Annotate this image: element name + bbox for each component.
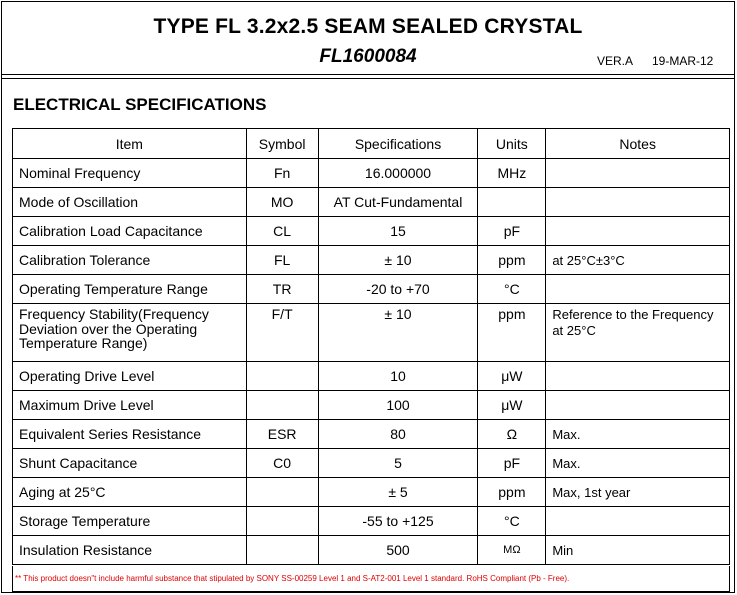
cell-unit: MHz [478, 159, 546, 188]
cell-symbol: CL [246, 217, 318, 246]
cell-symbol: TR [246, 275, 318, 304]
table-row [13, 536, 730, 565]
table-row [13, 478, 730, 507]
cell-item: Calibration Load Capacitance [13, 217, 247, 246]
table-row [13, 275, 730, 304]
cell-unit: °C [478, 275, 546, 304]
cell-note: Max. [546, 420, 730, 449]
cell-specification: ± 5 [318, 478, 478, 507]
cell-note: Min [546, 536, 730, 565]
cell-specification: 500 [318, 536, 478, 565]
cell-unit: MΩ [478, 536, 546, 565]
cell-unit: pF [478, 217, 546, 246]
cell-note [546, 362, 730, 391]
table-row [13, 217, 730, 246]
cell-item: Mode of Oscillation [13, 188, 247, 217]
table-row [13, 391, 730, 420]
cell-note: Max, 1st year [546, 478, 730, 507]
cell-specification: 16.000000 [318, 159, 478, 188]
cell-item: Equivalent Series Resistance [13, 420, 247, 449]
cell-unit: Ω [478, 420, 546, 449]
cell-symbol: C0 [246, 449, 318, 478]
column-header-specifications: Specifications [318, 129, 478, 159]
cell-unit: pF [478, 449, 546, 478]
column-header-notes: Notes [546, 129, 730, 159]
cell-unit: μW [478, 391, 546, 420]
cell-note [546, 188, 730, 217]
cell-note [546, 275, 730, 304]
version-label: VER.A [597, 54, 634, 68]
cell-unit: μW [478, 362, 546, 391]
cell-item: Frequency Stability(Frequency Deviation over the Operating Temperature Range) [13, 304, 247, 362]
document-header [1, 1, 735, 74]
cell-symbol [246, 391, 318, 420]
table-row [13, 507, 730, 536]
cell-note: at 25°C±3°C [546, 246, 730, 275]
cell-item: Calibration Tolerance [13, 246, 247, 275]
cell-unit [478, 188, 546, 217]
part-number: FL1600084 [319, 46, 417, 67]
cell-symbol: MO [246, 188, 318, 217]
cell-unit: ppm [478, 246, 546, 275]
cell-specification: 5 [318, 449, 478, 478]
cell-note [546, 507, 730, 536]
cell-symbol [246, 362, 318, 391]
cell-symbol [246, 536, 318, 565]
cell-unit: ppm [478, 304, 546, 362]
column-header-item: Item [13, 129, 247, 159]
cell-note: Reference to the Frequency at 25°C [546, 304, 730, 362]
section-title: ELECTRICAL SPECIFICATIONS [13, 95, 267, 114]
cell-item: Operating Temperature Range [13, 275, 247, 304]
cell-item: Shunt Capacitance [13, 449, 247, 478]
table-row [13, 188, 730, 217]
cell-note [546, 217, 730, 246]
cell-note [546, 159, 730, 188]
column-header-units: Units [478, 129, 546, 159]
cell-item: Operating Drive Level [13, 362, 247, 391]
spec-table [12, 128, 730, 565]
cell-note: Max. [546, 449, 730, 478]
cell-symbol: FL [246, 246, 318, 275]
cell-specification: ± 10 [318, 246, 478, 275]
cell-specification: 15 [318, 217, 478, 246]
header-divider [1, 74, 735, 75]
header-divider-double [1, 78, 735, 79]
cell-unit: °C [478, 507, 546, 536]
cell-unit: ppm [478, 478, 546, 507]
table-row [13, 304, 730, 362]
cell-item: Insulation Resistance [13, 536, 247, 565]
cell-item: Aging at 25°C [13, 478, 247, 507]
rohs-footnote: ** This product doesn"t include harmful substance that stipulated by SONY SS-00259 Level 1 and S-AT2-001 Level 1 standard. RoHS Compliant (Pb - Free). [15, 574, 570, 583]
cell-specification: 80 [318, 420, 478, 449]
table-header-row [13, 129, 730, 159]
cell-item: Storage Temperature [13, 507, 247, 536]
revision-date: 19-MAR-12 [652, 54, 714, 68]
document-title: TYPE FL 3.2x2.5 SEAM SEALED CRYSTAL [153, 15, 583, 38]
cell-specification: 100 [318, 391, 478, 420]
cell-symbol: Fn [246, 159, 318, 188]
cell-specification: 10 [318, 362, 478, 391]
table-row [13, 362, 730, 391]
cell-symbol [246, 478, 318, 507]
table-row [13, 420, 730, 449]
cell-symbol [246, 507, 318, 536]
cell-specification: -55 to +125 [318, 507, 478, 536]
cell-symbol: ESR [246, 420, 318, 449]
table-row [13, 246, 730, 275]
cell-item: Maximum Drive Level [13, 391, 247, 420]
cell-note [546, 391, 730, 420]
cell-specification: -20 to +70 [318, 275, 478, 304]
cell-specification: ± 10 [318, 304, 478, 362]
spec-table-body [13, 159, 730, 565]
table-row [13, 449, 730, 478]
column-header-symbol: Symbol [246, 129, 318, 159]
cell-specification: AT Cut-Fundamental [318, 188, 478, 217]
table-row [13, 159, 730, 188]
cell-symbol: F/T [246, 304, 318, 362]
cell-item: Nominal Frequency [13, 159, 247, 188]
